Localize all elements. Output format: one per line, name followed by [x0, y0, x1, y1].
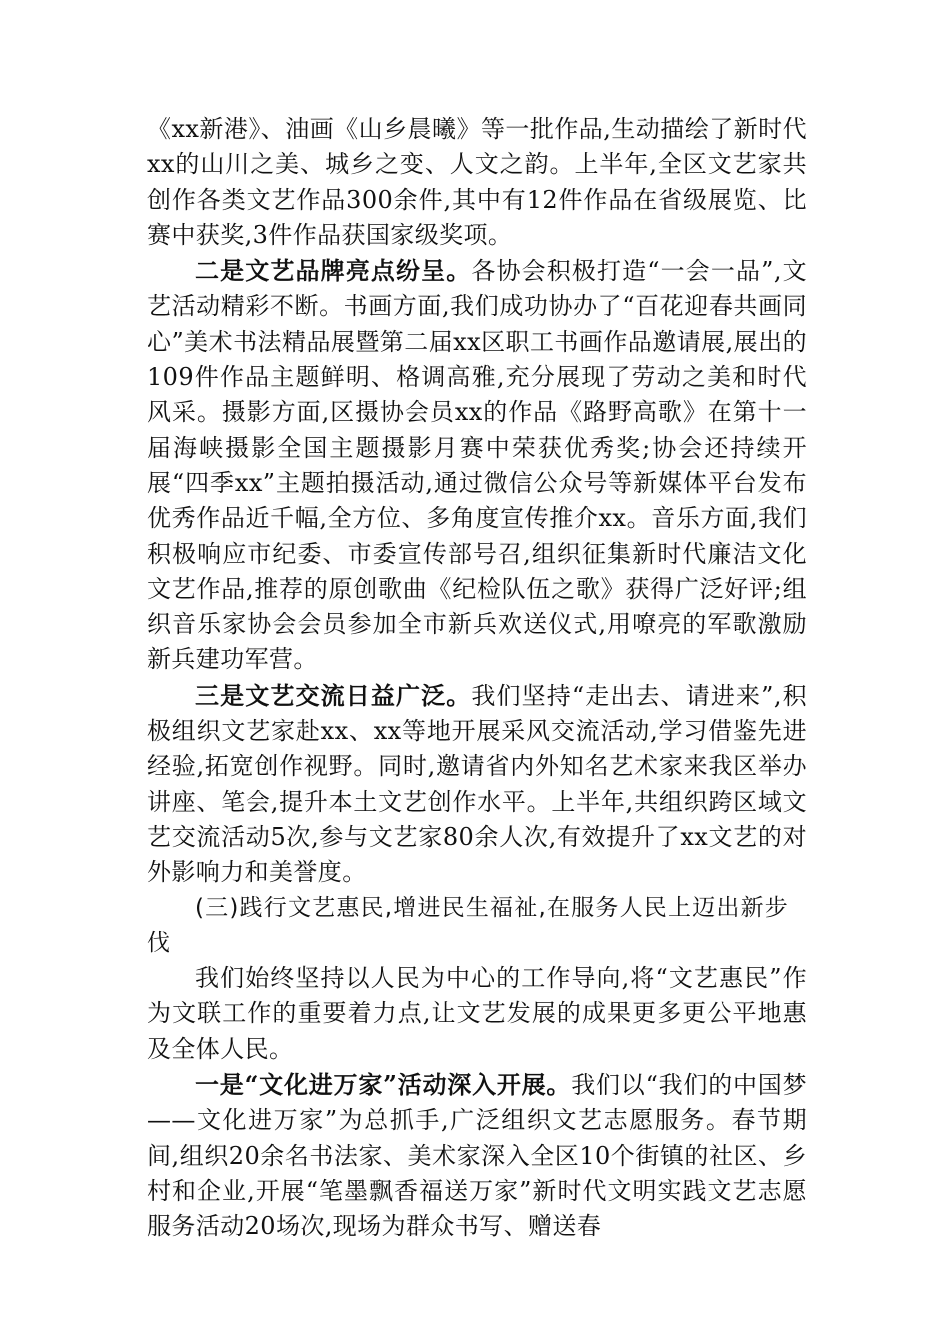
paragraph-works-summary [147, 112, 807, 253]
paragraph-text: 各协会积极打造“一会一品”,文艺活动精彩不断。书画方面,我们成功协办了“百花迎春共画同心”美术书法精品展暨第二届xx区职工书画作品邀请展,展出的109件作品主题鲜明、格调高雅,充分展现了劳动之美和时代风采。摄影方面,区摄协会员xx的作品《路野高歌》在第十一届海峡摄影全国主题摄影月赛中荣获优秀奖;协会还持续开展“四季xx”主题拍摄活动,通过微信公众号等新媒体平台发布优秀作品近千幅,全方位、多角度宣传推介xx。音乐方面,我们积极响应市纪委、市委宣传部号召,组织征集新时代廉洁文化文艺作品,推荐的原创歌曲《纪检队伍之歌》获得广泛好评;组织音乐家协会会员参加全市新兵欢送仪式,用嘹亮的军歌激励新兵建功军营。 [147, 257, 807, 674]
paragraph-lead: 二是文艺品牌亮点纷呈。 [195, 256, 472, 286]
paragraph-exchange [147, 678, 807, 891]
paragraph-intro-benefit [147, 961, 807, 1067]
section-heading: (三)践行文艺惠民,增进民生福祉,在服务人民上迈出新步伐 [147, 894, 789, 956]
paragraph-text: 我们坚持“走出去、请进来”,积极组织文艺家赴xx、xx等地开展采风交流活动,学习借鉴先进经验,拓宽创作视野。同时,邀请省内外知名艺术家来我区举办讲座、笔会,提升本土文艺创作水平。上半年,共组织跨区域文艺交流活动5次,参与文艺家80余人次,有效提升了xx文艺的对外影响力和美誉度。 [147, 681, 807, 887]
paragraph-brand-highlights [147, 253, 807, 678]
paragraph-text: 我们始终坚持以人民为中心的工作导向,将“文艺惠民”作为文联工作的重要着力点,让文艺发展的成果更多更公平地惠及全体人民。 [147, 964, 807, 1063]
paragraph-culture-to-homes [147, 1067, 807, 1244]
paragraph-lead: 三是文艺交流日益广泛。 [195, 680, 472, 710]
paragraph-text: 《xx新港》、油画《山乡晨曦》等一批作品,生动描绘了新时代xx的山川之美、城乡之变、人文之韵。上半年,全区文艺家共创作各类文艺作品300余件,其中有12件作品在省级展览、比赛中获奖,3件作品获国家级奖项。 [147, 115, 807, 249]
paragraph-lead: 一是“文化进万家”活动深入开展。 [195, 1070, 572, 1100]
document-page [147, 112, 807, 1245]
paragraph-text: 我们以“我们的中国梦——文化进万家”为总抓手,广泛组织文艺志愿服务。春节期间,组织20余名书法家、美术家深入全区10个街镇的社区、乡村和企业,开展“笔墨飘香福送万家”新时代文明实践文艺志愿服务活动20场次,现场为群众书写、赠送春 [147, 1071, 807, 1241]
